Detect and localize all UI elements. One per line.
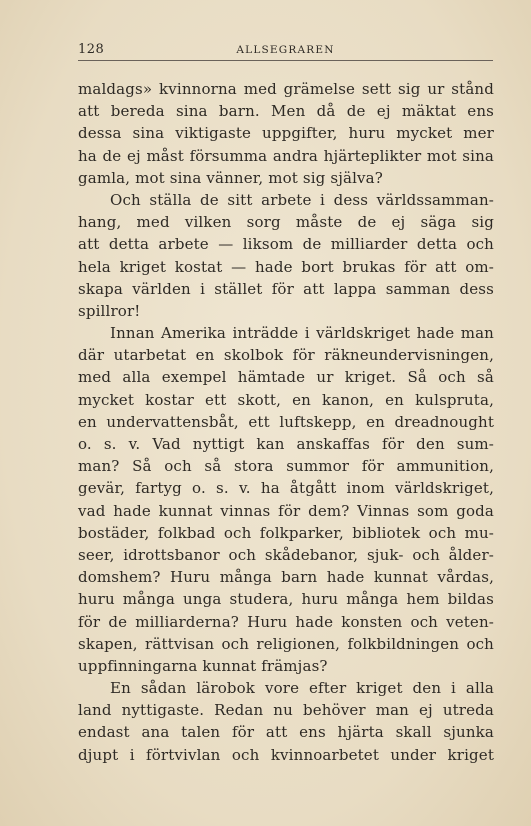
text-line: man? Så och så stora summor för ammunition, (78, 457, 494, 476)
text-line: en undervattensbåt, ett luftskepp, en dreadnought (78, 412, 494, 431)
text-line: att bereda sina barn. Men då de ej mäktat ens (78, 102, 494, 121)
text-line: djupt i förtvivlan och kvinnoarbetet under kriget (78, 745, 494, 764)
text-line: endast ana talen för att ens hjärta skall sjunka (78, 723, 494, 742)
page-header (78, 40, 493, 61)
text-line: Och ställa de sitt arbete i dess världssamman- (110, 190, 494, 209)
text-line: uppfinningarna kunnat främjas? (78, 656, 328, 675)
text-line: spillror! (78, 301, 141, 320)
text-line: att detta arbete — liksom de milliarder detta och (78, 235, 494, 254)
text-line: med alla exempel hämtade ur kriget. Så och så (78, 368, 494, 387)
running-head: ALLSEGRAREN (236, 44, 335, 56)
text-line: En sådan lärobok vore efter kriget den i alla (110, 679, 494, 698)
text-line: skapen, rättvisan och religionen, folkbildningen och (78, 634, 494, 653)
text-line: för de milliarderna? Huru hade konsten och veten- (78, 612, 494, 631)
text-line: seer, idrottsbanor och skådebanor, sjuk- och ålder- (78, 545, 494, 564)
text-line: huru många unga studera, huru många hem bildas (78, 590, 494, 609)
text-line: Innan Amerika inträdde i världskriget hade man (110, 324, 494, 343)
text-line: gamla, mot sina vänner, mot sig själva? (78, 168, 383, 187)
text-line: bostäder, folkbad och folkparker, bibliotek och mu- (78, 523, 494, 542)
text-line: maldags» kvinnorna med grämelse sett sig ur stånd (78, 80, 494, 98)
text-line: vad hade kunnat vinnas för dem? Vinnas som goda (78, 501, 494, 520)
body-text (78, 78, 494, 766)
text-line: ha de ej måst försumma andra hjärteplikter mot sina (78, 146, 494, 165)
text-line: hang, med vilken sorg måste de ej säga sig (78, 213, 494, 232)
text-line: dessa sina viktigaste uppgifter, huru mycket mer (78, 124, 494, 143)
page-number: 128 (78, 42, 105, 57)
text-line: hela kriget kostat — hade bort brukas för att om- (78, 257, 494, 276)
text-line: skapa världen i stället för att lappa samman dess (78, 279, 494, 298)
text-line: mycket kostar ett skott, en kanon, en kulspruta, (78, 390, 494, 409)
text-line: där utarbetat en skolbok för räkneundervisningen, (78, 346, 494, 365)
text-line: land nyttigaste. Redan nu behöver man ej utreda (78, 701, 494, 720)
text-line: gevär, fartyg o. s. v. ha åtgått inom världskriget, (78, 479, 494, 498)
text-line: o. s. v. Vad nyttigt kan anskaffas för den sum- (78, 435, 494, 453)
text-line: domshem? Huru många barn hade kunnat vårdas, (78, 568, 494, 587)
